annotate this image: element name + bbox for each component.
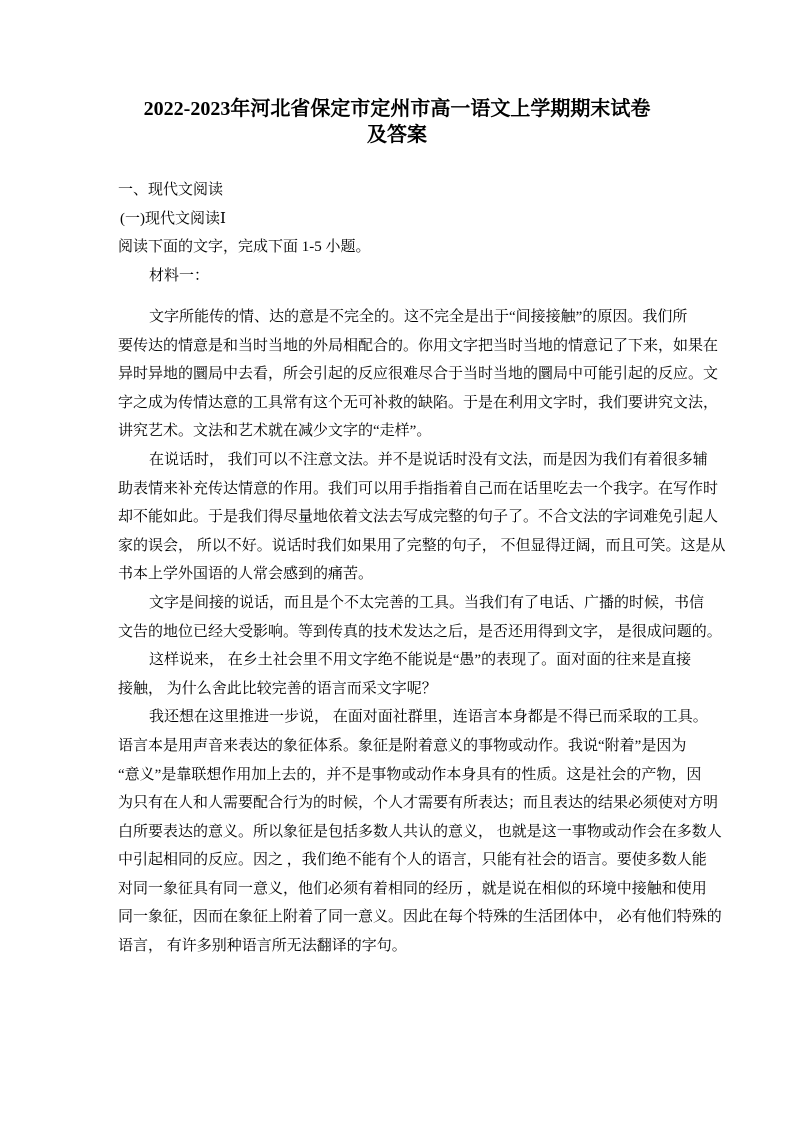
passage-line: 我还想在这里推进一步说， 在面对面社群里，连语言本身都是不得已而采取的工具。 <box>149 709 708 726</box>
passage-line: 文字是间接的说话，而且是个不太完善的工具。当我们有了电话、广播的时候，书信 <box>149 594 705 611</box>
passage-line: 讲究艺术。文法和艺术就在减少文字的“走样”。 <box>118 423 432 440</box>
passage-line: 语言， 有许多别种语言所无法翻译的字句。 <box>118 938 407 955</box>
passage-line: 助表情来补充传达情意的作用。我们可以用手指指着自己而在话里吃去一个我字。在写作时 <box>118 480 719 497</box>
document-title <box>100 96 694 148</box>
passage-line: 接触， 为什么舍此比较完善的语言而采文字呢？ <box>118 680 437 697</box>
subsection-heading: (一)现代文阅读Ⅰ <box>120 211 226 227</box>
passage-line: 中引起相同的反应。因之 ，我们绝不能有个人的语言，只能有社会的语言。要使多数人能 <box>118 852 707 869</box>
passage-line: 文告的地位已经大受影响。等到传真的技术发达之后，是否还用得到文字， 是很成问题的。 <box>118 623 722 640</box>
instruction: 阅读下面的文字，完成下面 1-5 小题。 <box>118 239 371 255</box>
passage-body <box>118 303 726 961</box>
passage-line: 语言本是用声音来表达的象征体系。象征是附着意义的事物或动作。我说“附着”是因为 <box>118 737 687 754</box>
section-heading: 一、现代文阅读 <box>118 182 224 198</box>
title-line-1: 2022-2023年河北省保定市定州市高一语文上学期期末试卷 <box>143 98 651 120</box>
passage-line: 要传达的情意是和当时当地的外局相配合的。你用文字把当时当地的情意记了下来，如果在 <box>118 337 719 354</box>
passage-line: 书本上学外国语的人常会感到的痛苦。 <box>118 566 374 583</box>
material-label: 材料一： <box>149 268 210 284</box>
passage-line: 白所要表达的意义。所以象征是包括多数人共认的意义， 也就是这一事物或动作会在多数人 <box>118 823 722 840</box>
passage-line: 为只有在人和人需要配合行为的时候，个人才需要有所表达；而且表达的结果必须使对方明 <box>118 795 719 812</box>
passage-line: 字之成为传情达意的工具常有这个无可补救的缺陷。于是在利用文字时，我们要讲究文法， <box>118 394 719 411</box>
passage-line: 文字所能传的情、达的意是不完全的。这不完全是出于“间接接触”的原因。我们所 <box>149 309 688 325</box>
passage-line: 这样说来， 在乡土社会里不用文字绝不能说是“愚”的表现了。面对面的往来是直接 <box>149 652 692 669</box>
passage-line: 异时异地的圜局中去看，所会引起的反应很难尽合于当时当地的圜局中可能引起的反应。文 <box>118 366 719 383</box>
passage-line: “意义”是靠联想作用加上去的，并不是事物或动作本身具有的性质。这是社会的产物，因 <box>118 766 702 783</box>
passage-line: 家的误会， 所以不好。说话时我们如果用了完整的句子， 不但显得迂阔，而且可笑。这是从 <box>118 537 726 554</box>
passage-line: 在说话时， 我们可以不注意文法。并不是说话时没有文法，而是因为我们有着很多辅 <box>149 451 708 468</box>
passage-line: 却不能如此。于是我们得尽量地依着文法去写成完整的句子了。不合文法的字词难免引起人 <box>118 509 719 526</box>
title-line-2: 及答案 <box>367 124 427 146</box>
passage-line: 同一象征，因而在象征上附着了同一意义。因此在每个特殊的生活团体中， 必有他们特殊的 <box>118 909 722 926</box>
passage-line: 对同一象征具有同一意义，他们必须有着相同的经历 ，就是说在相似的环境中接触和使用 <box>118 880 707 897</box>
